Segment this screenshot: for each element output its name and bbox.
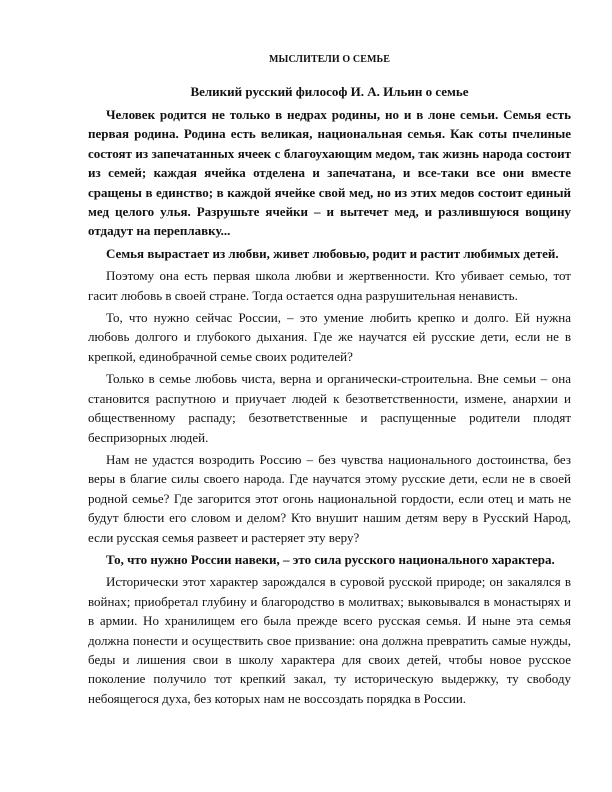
paragraph-8: Исторически этот характер зарождался в суровой русской природе; он закалялся в войнах; приобретал глубину и благородство в молитвах; выковывался в монастырях и в армии. Но хранилищем его была прежде всего русская семья. И ныне эта семья должна понести и осуществить свое призвание: она должна превратить самые нужды, беды и лишения свои в школу характера для своих детей, чтобы новое русское поколение получило тот крепкий закал, ту историческую выдержку, ту свободу небоящегося духа, без которых нам не воссоздать порядка в России. <box>88 574 571 706</box>
paragraph-7: То, что нужно России навеки, – это сила русского национального характера. <box>106 551 555 567</box>
paragraph-3: Поэтому она есть первая школа любви и жертвенности. Кто убивает семью, тот гасит любовь в своей стране. Тогда остается одна разрушительная ненависть. <box>88 268 571 303</box>
paragraph-4: То, что нужно сейчас России, – это умение любить крепко и долго. Ей нужна любовь долгого и глубокого дыхания. Где же научатся ей русские дети, если не в крепкой, единобрачной семье своих родителей? <box>88 310 571 364</box>
article-subtitle: Великий русский философ И. А. Ильин о семье <box>190 84 469 99</box>
paragraph-1: Человек родится не только в недрах родины, но и в лоне семьи. Семья есть первая родина. Родина есть великая, национальная семья. Как соты пчелиные состоят из запечатанных ячеек с благоухающим медом, так жизнь народа состоит из семей; каждая ячейка отделена и запечатана, и все-таки все они вместе сращены в единство; в каждой ячейке свой мед, но из этих медов состоит единый мед целого улья. Разрушьте ячейки – и вытечет мед, и разлившуюся вощину отдадут на переплавку... <box>88 107 571 239</box>
paragraph-6: Нам не удастся возродить Россию – без чувства национального достоинства, без веры в благие силы своего народа. Где научатся этому русские дети, если не в своей родной семье? Где загорится этот огонь национальной гордости, если отец и мать не будут блюсти его словом и делом? Кто внушит нашим детям веру в Русский Народ, если русская семья развеет и растеряет эту веру? <box>88 451 571 545</box>
paragraph-5: Только в семье любовь чиста, верна и органически-строительна. Вне семьи – она становится распутною и приучает людей к безответственности, измене, анархии и общественному распаду; безответственные и распущенные родители плодят беспризорных людей. <box>88 371 571 445</box>
document-page <box>88 54 571 711</box>
paragraph-2: Семья вырастает из любви, живет любовью, родит и растит любимых детей. <box>106 245 559 261</box>
section-title: МЫСЛИТЕЛИ О СЕМЬЕ <box>269 54 390 65</box>
